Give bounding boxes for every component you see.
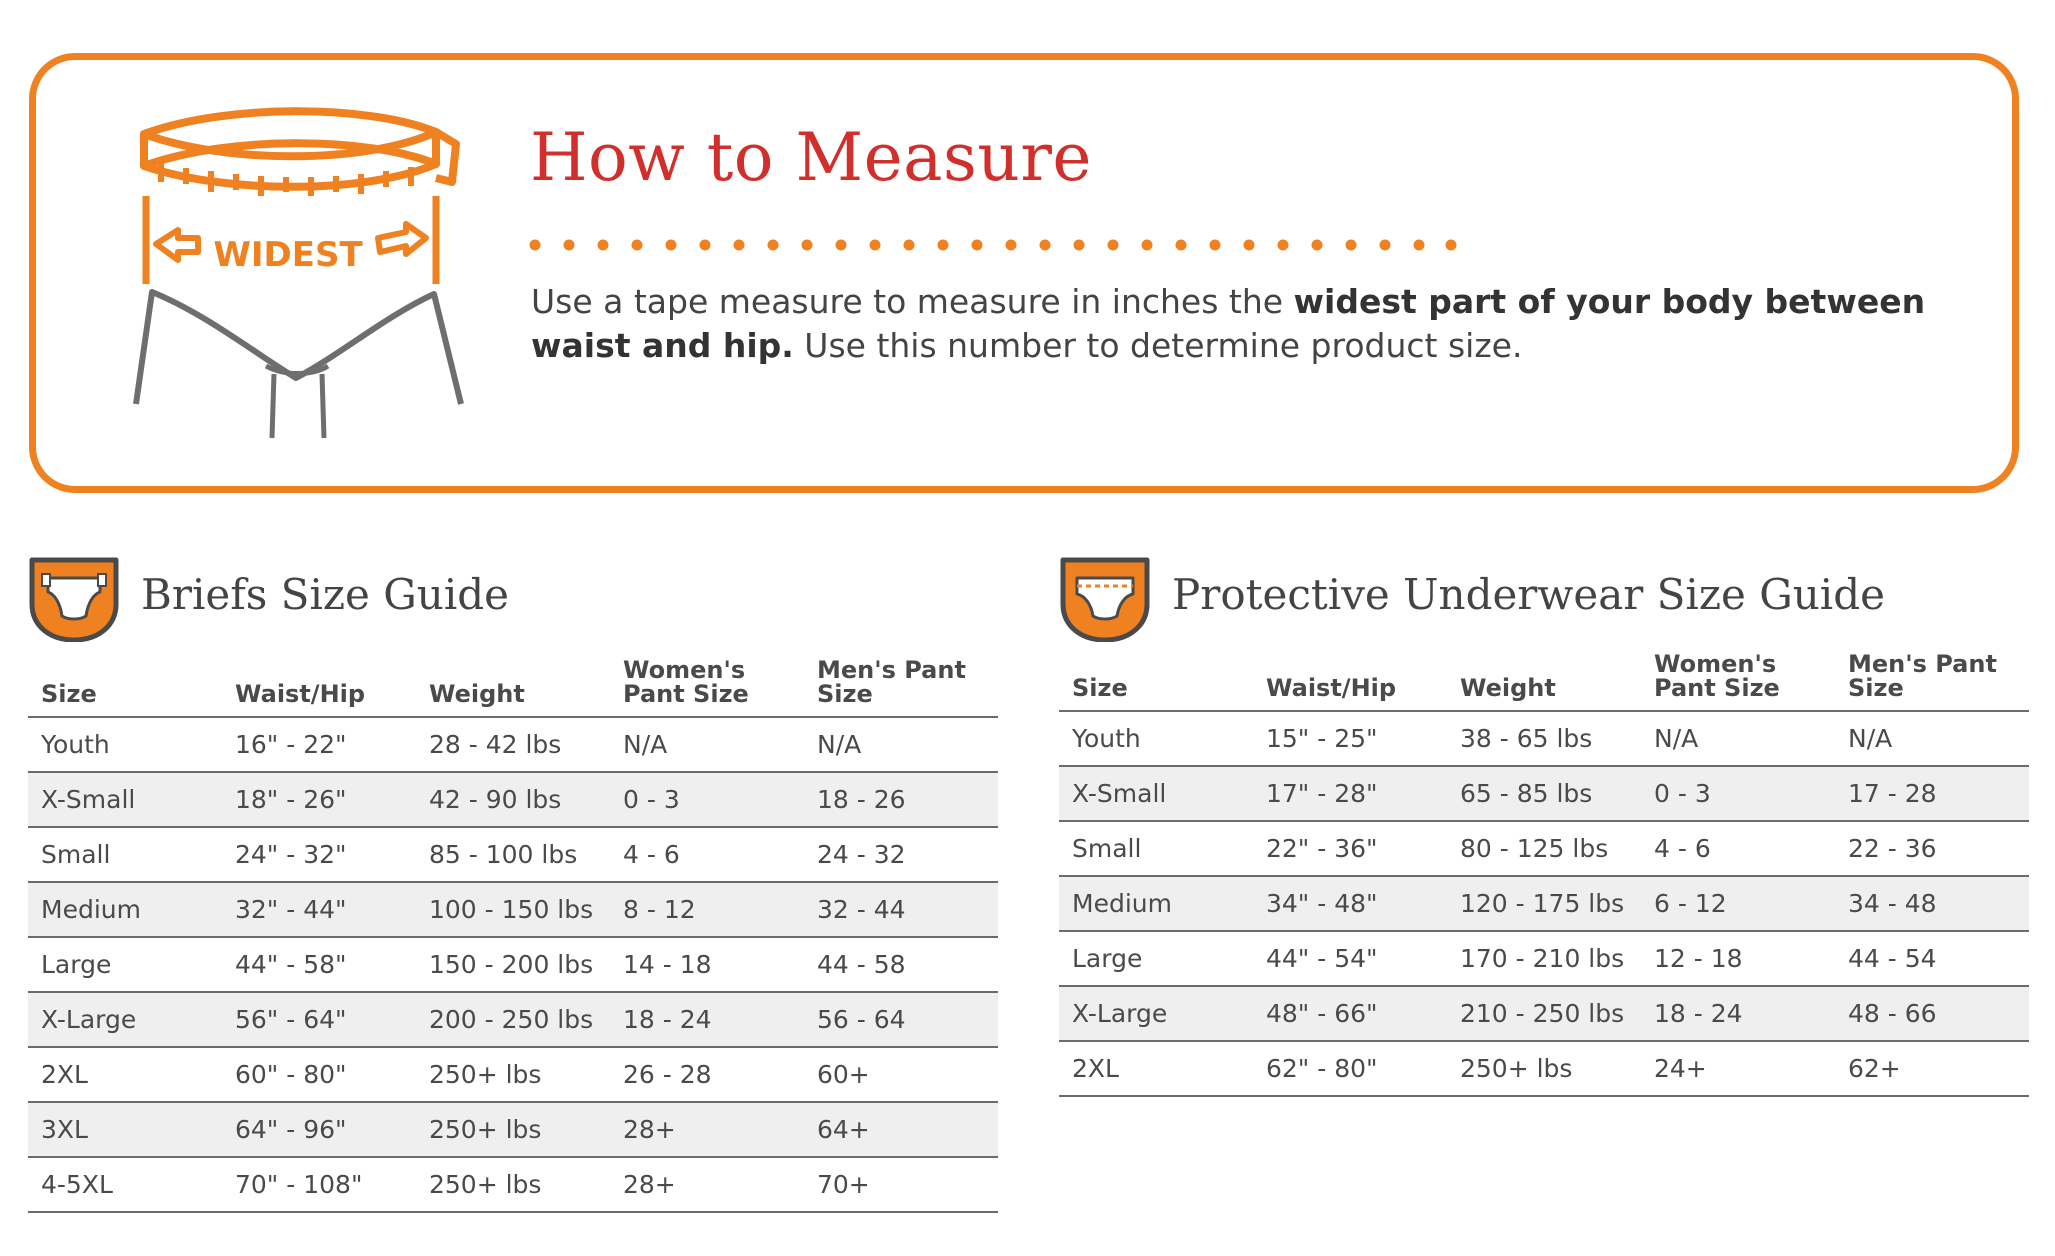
table-row: [28, 992, 998, 1047]
measuring-tape-icon: [116, 104, 476, 446]
column-header-size: Size: [28, 650, 222, 717]
table-row: [28, 1157, 998, 1212]
size-cell: X-Small: [28, 772, 222, 827]
how-to-measure-title: How to Measure: [530, 119, 1092, 196]
column-header-waist-hip: Waist/Hip: [1253, 644, 1447, 711]
mens-size-cell: 44 - 58: [804, 937, 998, 992]
table-header-row: [28, 650, 998, 717]
instruction-text-1: Use a tape measure to measure in inches the: [531, 282, 1294, 321]
weight-cell: 28 - 42 lbs: [416, 717, 610, 772]
weight-cell: 38 - 65 lbs: [1447, 711, 1641, 766]
table-row: [28, 937, 998, 992]
table-row: [1059, 876, 2029, 931]
waist-hip-cell: 44" - 54": [1253, 931, 1447, 986]
waist-hip-cell: 60" - 80": [222, 1047, 416, 1102]
womens-size-cell: 12 - 18: [1641, 931, 1835, 986]
womens-size-cell: 18 - 24: [610, 992, 804, 1047]
weight-cell: 250+ lbs: [416, 1102, 610, 1157]
size-cell: Medium: [1059, 876, 1253, 931]
column-header-size: Size: [1059, 644, 1253, 711]
mens-size-cell: 18 - 26: [804, 772, 998, 827]
table-row: [28, 1047, 998, 1102]
womens-size-cell: N/A: [610, 717, 804, 772]
table-row: [28, 772, 998, 827]
weight-cell: 100 - 150 lbs: [416, 882, 610, 937]
mens-size-cell: 56 - 64: [804, 992, 998, 1047]
weight-cell: 65 - 85 lbs: [1447, 766, 1641, 821]
column-header-waist-hip: Waist/Hip: [222, 650, 416, 717]
womens-size-cell: 0 - 3: [1641, 766, 1835, 821]
column-header-weight: Weight: [416, 650, 610, 717]
womens-size-cell: 28+: [610, 1157, 804, 1212]
mens-size-cell: N/A: [804, 717, 998, 772]
table-row: [28, 1102, 998, 1157]
size-cell: Youth: [28, 717, 222, 772]
mens-size-cell: 64+: [804, 1102, 998, 1157]
womens-size-cell: 0 - 3: [610, 772, 804, 827]
size-cell: Medium: [28, 882, 222, 937]
table-row: [28, 827, 998, 882]
waist-hip-cell: 22" - 36": [1253, 821, 1447, 876]
table-row: [28, 717, 998, 772]
size-cell: Youth: [1059, 711, 1253, 766]
protective-underwear-guide-title: Protective Underwear Size Guide: [1172, 570, 1885, 619]
column-header-womens-pant-size: Women's Pant Size: [1641, 644, 1835, 711]
waist-hip-cell: 64" - 96": [222, 1102, 416, 1157]
column-header-womens-pant-size: Women's Pant Size: [610, 650, 804, 717]
table-row: [1059, 766, 2029, 821]
protective-underwear-size-table: [1059, 644, 2029, 1097]
briefs-size-table: [28, 650, 998, 1213]
mens-size-cell: 32 - 44: [804, 882, 998, 937]
column-header-weight: Weight: [1447, 644, 1641, 711]
weight-cell: 80 - 125 lbs: [1447, 821, 1641, 876]
size-cell: X-Large: [1059, 986, 1253, 1041]
weight-cell: 85 - 100 lbs: [416, 827, 610, 882]
mens-size-cell: 34 - 48: [1835, 876, 2029, 931]
measure-instruction: [531, 280, 1931, 368]
weight-cell: 42 - 90 lbs: [416, 772, 610, 827]
column-header-mens-pant-size: Men's Pant Size: [1835, 644, 2029, 711]
size-cell: Small: [28, 827, 222, 882]
size-cell: 2XL: [28, 1047, 222, 1102]
womens-size-cell: 26 - 28: [610, 1047, 804, 1102]
protective-underwear-icon: [1059, 556, 1151, 642]
mens-size-cell: 22 - 36: [1835, 821, 2029, 876]
mens-size-cell: 17 - 28: [1835, 766, 2029, 821]
waist-hip-cell: 48" - 66": [1253, 986, 1447, 1041]
mens-size-cell: N/A: [1835, 711, 2029, 766]
waist-hip-cell: 44" - 58": [222, 937, 416, 992]
size-cell: 3XL: [28, 1102, 222, 1157]
size-cell: Large: [1059, 931, 1253, 986]
waist-hip-cell: 16" - 22": [222, 717, 416, 772]
waist-hip-cell: 32" - 44": [222, 882, 416, 937]
size-cell: 2XL: [1059, 1041, 1253, 1096]
weight-cell: 150 - 200 lbs: [416, 937, 610, 992]
weight-cell: 250+ lbs: [416, 1157, 610, 1212]
womens-size-cell: 18 - 24: [1641, 986, 1835, 1041]
table-row: [28, 882, 998, 937]
table-row: [1059, 931, 2029, 986]
size-cell: Small: [1059, 821, 1253, 876]
size-cell: X-Large: [28, 992, 222, 1047]
table-row: [1059, 1041, 2029, 1096]
size-cell: X-Small: [1059, 766, 1253, 821]
mens-size-cell: 48 - 66: [1835, 986, 2029, 1041]
womens-size-cell: 4 - 6: [1641, 821, 1835, 876]
weight-cell: 200 - 250 lbs: [416, 992, 610, 1047]
size-cell: Large: [28, 937, 222, 992]
weight-cell: 250+ lbs: [416, 1047, 610, 1102]
table-header-row: [1059, 644, 2029, 711]
waist-hip-cell: 17" - 28": [1253, 766, 1447, 821]
womens-size-cell: N/A: [1641, 711, 1835, 766]
womens-size-cell: 14 - 18: [610, 937, 804, 992]
column-header-mens-pant-size: Men's Pant Size: [804, 650, 998, 717]
table-row: [1059, 711, 2029, 766]
waist-hip-cell: 70" - 108": [222, 1157, 416, 1212]
mens-size-cell: 70+: [804, 1157, 998, 1212]
waist-hip-cell: 56" - 64": [222, 992, 416, 1047]
weight-cell: 210 - 250 lbs: [1447, 986, 1641, 1041]
waist-hip-cell: 18" - 26": [222, 772, 416, 827]
mens-size-cell: 44 - 54: [1835, 931, 2029, 986]
mens-size-cell: 60+: [804, 1047, 998, 1102]
instruction-text-2: Use this number to determine product size.: [793, 326, 1523, 365]
womens-size-cell: 6 - 12: [1641, 876, 1835, 931]
womens-size-cell: 24+: [1641, 1041, 1835, 1096]
waist-hip-cell: 62" - 80": [1253, 1041, 1447, 1096]
brief-icon: [28, 556, 120, 642]
mens-size-cell: 24 - 32: [804, 827, 998, 882]
instruction-emphasis: widest part of your body between waist and hip.: [531, 282, 1926, 365]
womens-size-cell: 4 - 6: [610, 827, 804, 882]
table-row: [1059, 821, 2029, 876]
womens-size-cell: 28+: [610, 1102, 804, 1157]
womens-size-cell: 8 - 12: [610, 882, 804, 937]
waist-hip-cell: 15" - 25": [1253, 711, 1447, 766]
size-cell: 4-5XL: [28, 1157, 222, 1212]
weight-cell: 250+ lbs: [1447, 1041, 1641, 1096]
briefs-guide-title: Briefs Size Guide: [141, 570, 509, 619]
widest-label: WIDEST: [213, 235, 363, 275]
weight-cell: 170 - 210 lbs: [1447, 931, 1641, 986]
dotted-divider: [528, 238, 1458, 252]
weight-cell: 120 - 175 lbs: [1447, 876, 1641, 931]
table-row: [1059, 986, 2029, 1041]
mens-size-cell: 62+: [1835, 1041, 2029, 1096]
waist-hip-cell: 24" - 32": [222, 827, 416, 882]
waist-hip-cell: 34" - 48": [1253, 876, 1447, 931]
